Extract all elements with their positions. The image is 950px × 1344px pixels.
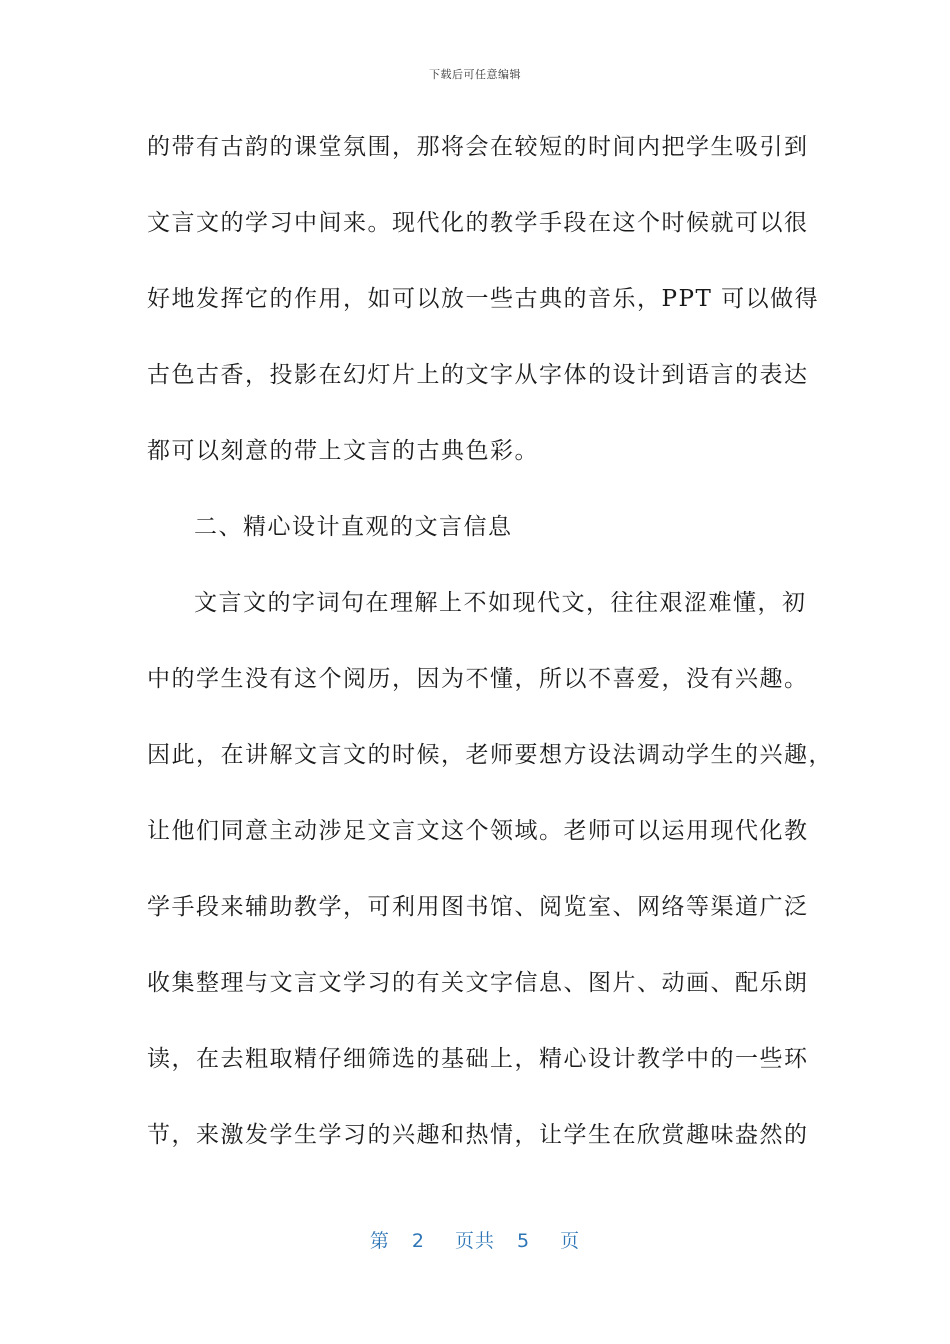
page-header: 下载后可任意编辑 bbox=[429, 68, 521, 81]
footer-total-pages: 5 bbox=[517, 1230, 531, 1252]
paragraph-line: 学手段来辅助教学，可利用图书馆、阅览室、网络等渠道广泛 bbox=[147, 894, 809, 920]
paragraph-line: 节，来激发学生学习的兴趣和热情，让学生在欣赏趣味盎然的 bbox=[147, 1122, 809, 1148]
paragraph-line: 文言文的字词句在理解上不如现代文，往往艰涩难懂，初 bbox=[194, 590, 807, 616]
paragraph-line: 的带有古韵的课堂氛围，那将会在较短的时间内把学生吸引到 bbox=[147, 134, 809, 160]
paragraph-line: 因此，在讲解文言文的时候，老师要想方设法调动学生的兴趣， bbox=[147, 742, 833, 768]
paragraph-line: 读，在去粗取精仔细筛选的基础上，精心设计教学中的一些环 bbox=[147, 1046, 809, 1072]
paragraph-line: 古色古香，投影在幻灯片上的文字从字体的设计到语言的表达 bbox=[147, 362, 809, 388]
footer-middle: 页共 bbox=[454, 1230, 495, 1252]
paragraph-line: 好地发挥它的作用，如可以放一些古典的音乐，PPT 可以做得 bbox=[147, 286, 820, 312]
body-text bbox=[147, 130, 833, 1194]
footer-suffix: 页 bbox=[560, 1230, 581, 1252]
paragraph-line: 收集整理与文言文学习的有关文字信息、图片、动画、配乐朗 bbox=[147, 970, 809, 996]
paragraph-line: 都可以刻意的带上文言的古典色彩。 bbox=[147, 438, 539, 464]
paragraph-line: 让他们同意主动涉足文言文这个领域。老师可以运用现代化教 bbox=[147, 818, 809, 844]
paragraph-line: 中的学生没有这个阅历，因为不懂，所以不喜爱，没有兴趣。 bbox=[147, 666, 809, 692]
footer-page-number: 2 bbox=[411, 1230, 425, 1252]
page-footer bbox=[0, 1226, 950, 1253]
section-heading: 二、精心设计直观的文言信息 bbox=[194, 514, 513, 540]
paragraph-line: 文言文的学习中间来。现代化的教学手段在这个时候就可以很 bbox=[147, 210, 809, 236]
footer-prefix: 第 bbox=[369, 1230, 390, 1252]
